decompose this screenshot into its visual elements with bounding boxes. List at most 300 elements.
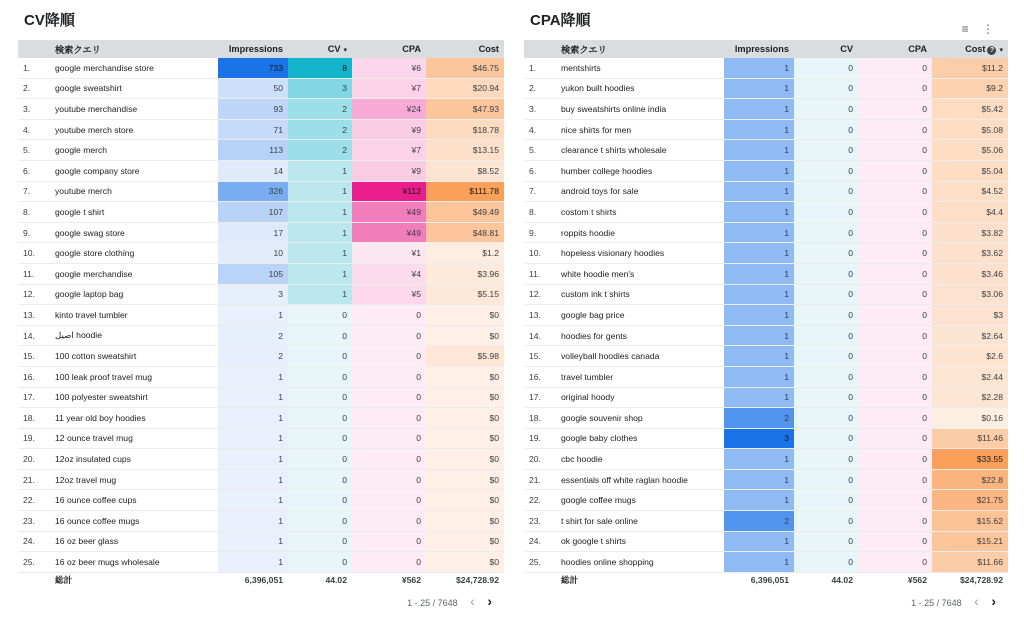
query-cell[interactable]: google sweatshirt (50, 78, 218, 99)
sort-desc-icon: ▾ (999, 46, 1003, 54)
cv-cell: 2 (288, 140, 352, 161)
cpa-cell: 0 (858, 408, 932, 429)
cpa-cell: 0 (858, 243, 932, 264)
left-col-query[interactable]: 検索クエリ (50, 40, 218, 58)
cost-cell: $0 (426, 469, 504, 490)
impressions-cell: 50 (218, 78, 288, 99)
cpa-cell: 0 (858, 490, 932, 511)
row-index: 9. (524, 222, 556, 243)
cpa-cell: 0 (858, 78, 932, 99)
cv-cell: 0 (288, 511, 352, 532)
query-cell[interactable]: youtube merchandise (50, 99, 218, 120)
query-cell[interactable]: ok google t shirts (556, 531, 724, 552)
row-index: 19. (524, 428, 556, 449)
left-pagination (397, 593, 492, 609)
table-row[interactable] (524, 428, 1008, 449)
row-index: 20. (18, 449, 50, 470)
right-col-cpa[interactable]: CPA (858, 40, 932, 58)
table-row[interactable] (524, 222, 1008, 243)
table-row[interactable] (18, 490, 504, 511)
row-index: 11. (524, 263, 556, 284)
query-cell[interactable]: clearance t shirts wholesale (556, 140, 724, 161)
cv-cell: 1 (288, 243, 352, 264)
query-cell[interactable]: kinto travel tumbler (50, 305, 218, 326)
impressions-cell: 733 (218, 58, 288, 78)
row-index: 23. (18, 511, 50, 532)
impressions-cell: 1 (724, 263, 794, 284)
cpa-cell: 0 (352, 305, 426, 326)
cost-cell: $8.52 (426, 160, 504, 181)
query-cell[interactable]: 11 year old boy hoodies (50, 408, 218, 429)
table-row[interactable] (18, 181, 504, 202)
cpa-cell: 0 (858, 160, 932, 181)
table-row[interactable] (18, 58, 504, 78)
row-index: 21. (18, 469, 50, 490)
cpa-cell: 0 (858, 222, 932, 243)
table-row[interactable] (18, 408, 504, 429)
cpa-cell: 0 (858, 552, 932, 573)
query-cell[interactable]: essentials off white raglan hoodie (556, 469, 724, 490)
left-col-index (18, 40, 50, 58)
cv-cell: 1 (288, 202, 352, 223)
totals-index (524, 572, 556, 587)
table-row[interactable] (18, 78, 504, 99)
cpa-cell: 0 (858, 469, 932, 490)
cost-cell: $49.49 (426, 202, 504, 223)
cv-cell: 1 (288, 181, 352, 202)
impressions-cell: 1 (218, 449, 288, 470)
cv-cell: 1 (288, 263, 352, 284)
impressions-cell: 1 (724, 305, 794, 326)
left-table (18, 40, 504, 587)
row-index: 1. (524, 58, 556, 78)
info-icon[interactable]: ? (987, 46, 996, 55)
right-next-page-icon[interactable]: › (991, 593, 996, 609)
table-row[interactable] (524, 511, 1008, 532)
query-cell[interactable]: yukon built hoodies (556, 78, 724, 99)
cpa-cell: 0 (352, 449, 426, 470)
cpa-cell: 0 (858, 366, 932, 387)
query-cell[interactable]: buy sweatshirts online india (556, 99, 724, 120)
impressions-cell: 1 (724, 99, 794, 120)
query-cell[interactable]: custom ink t shirts (556, 284, 724, 305)
impressions-cell: 1 (218, 490, 288, 511)
impressions-cell: 1 (218, 366, 288, 387)
impressions-cell: 2 (724, 511, 794, 532)
query-cell[interactable]: t shirt for sale online (556, 511, 724, 532)
cost-cell: $21.75 (932, 490, 1008, 511)
cpa-cell: 0 (352, 366, 426, 387)
left-prev-page-icon[interactable]: ‹ (470, 593, 475, 609)
table-row[interactable] (524, 58, 1008, 78)
right-col-cv[interactable]: CV (794, 40, 858, 58)
table-row[interactable] (524, 181, 1008, 202)
row-index: 7. (18, 181, 50, 202)
cv-cell: 0 (288, 531, 352, 552)
cpa-cell: 0 (352, 387, 426, 408)
query-cell[interactable]: hopeless visionary hoodies (556, 243, 724, 264)
cpa-cell: 0 (858, 119, 932, 140)
totals-label: 総計 (561, 574, 579, 585)
cost-cell: $0 (426, 428, 504, 449)
table-row[interactable] (18, 325, 504, 346)
cv-cell: 0 (794, 202, 858, 223)
right-prev-page-icon[interactable]: ‹ (974, 593, 979, 609)
query-cell[interactable]: google swag store (50, 222, 218, 243)
query-cell[interactable]: hoodies for gents (556, 325, 724, 346)
impressions-cell: 71 (218, 119, 288, 140)
row-index: 10. (524, 243, 556, 264)
right-col-impressions[interactable]: Impressions (724, 40, 794, 58)
query-cell[interactable]: 12 ounce travel mug (50, 428, 218, 449)
totals-label: 総計 (55, 574, 73, 585)
row-index: 23. (524, 511, 556, 532)
cv-cell: 0 (794, 78, 858, 99)
query-cell[interactable]: 12oz insulated cups (50, 449, 218, 470)
table-row[interactable] (18, 99, 504, 120)
cpa-cell: ¥7 (352, 140, 426, 161)
cpa-cell: 0 (858, 181, 932, 202)
row-index: 14. (524, 325, 556, 346)
query-cell[interactable]: google laptop bag (50, 284, 218, 305)
table-row[interactable] (524, 78, 1008, 99)
query-cell[interactable]: mentshirts (556, 58, 724, 78)
totals-cost: $24,728.92 (455, 574, 499, 585)
table-row[interactable] (18, 222, 504, 243)
cv-cell: 0 (288, 428, 352, 449)
query-cell[interactable]: 12oz travel mug (50, 469, 218, 490)
cv-cell: 0 (794, 305, 858, 326)
cpa-cell: ¥49 (352, 202, 426, 223)
row-index: 16. (524, 366, 556, 387)
table-row[interactable] (524, 387, 1008, 408)
cost-cell: $0 (426, 490, 504, 511)
impressions-cell: 93 (218, 99, 288, 120)
row-index: 15. (18, 346, 50, 367)
table-row[interactable] (524, 346, 1008, 367)
cv-cell: 0 (794, 531, 858, 552)
cost-cell: $0 (426, 366, 504, 387)
query-cell[interactable]: google merchandise store (50, 58, 218, 78)
totals-cpa: ¥562 (401, 574, 421, 585)
impressions-cell: 1 (724, 490, 794, 511)
table-row[interactable] (18, 243, 504, 264)
query-cell[interactable]: humber college hoodies (556, 160, 724, 181)
query-cell[interactable]: youtube merch (50, 181, 218, 202)
cv-cell: 0 (794, 511, 858, 532)
cpa-cell: 0 (858, 387, 932, 408)
table-row[interactable] (18, 511, 504, 532)
impressions-cell: 3 (724, 428, 794, 449)
cpa-cell: ¥9 (352, 160, 426, 181)
query-cell[interactable]: roppits hoodie (556, 222, 724, 243)
cost-cell: $0 (426, 511, 504, 532)
cpa-cell: 0 (352, 325, 426, 346)
impressions-cell: 1 (218, 511, 288, 532)
cost-cell: $5.06 (932, 140, 1008, 161)
impressions-cell: 1 (724, 160, 794, 181)
cost-cell: $9.2 (932, 78, 1008, 99)
row-index: 24. (524, 531, 556, 552)
left-col-cv[interactable] (288, 40, 352, 58)
left-report-title: CV降順 (24, 12, 75, 29)
query-cell[interactable]: google t shirt (50, 202, 218, 223)
impressions-cell: 1 (724, 449, 794, 470)
right-col-index (524, 40, 556, 58)
cpa-cell: 0 (858, 531, 932, 552)
impressions-cell: 1 (218, 305, 288, 326)
cpa-cell: 0 (858, 325, 932, 346)
cpa-cell: 0 (352, 469, 426, 490)
row-index: 12. (524, 284, 556, 305)
cpa-cell: ¥9 (352, 119, 426, 140)
cv-cell: 3 (288, 78, 352, 99)
cost-cell: $11.46 (932, 428, 1008, 449)
table-row[interactable] (524, 469, 1008, 490)
row-index: 16. (18, 366, 50, 387)
table-row[interactable] (18, 346, 504, 367)
left-totals-row (18, 572, 504, 587)
table-row[interactable] (18, 140, 504, 161)
cpa-cell: ¥1 (352, 243, 426, 264)
query-cell[interactable]: google merchandise (50, 263, 218, 284)
right-report-title: CPA降順 (530, 12, 591, 29)
totals-impressions: 6,396,051 (244, 574, 283, 585)
cv-cell: 0 (288, 325, 352, 346)
cost-cell: $22.8 (932, 469, 1008, 490)
table-row[interactable] (524, 449, 1008, 470)
impressions-cell: 1 (724, 387, 794, 408)
table-row[interactable] (18, 305, 504, 326)
cost-cell: $5.98 (426, 346, 504, 367)
cost-cell: $5.08 (932, 119, 1008, 140)
row-index: 11. (18, 263, 50, 284)
table-row[interactable] (524, 490, 1008, 511)
cpa-cell: 0 (858, 202, 932, 223)
cost-cell: $3.46 (932, 263, 1008, 284)
cost-cell: $5.42 (932, 99, 1008, 120)
cv-cell: 0 (794, 99, 858, 120)
impressions-cell: 1 (724, 202, 794, 223)
cpa-cell: 0 (858, 305, 932, 326)
row-index: 4. (524, 119, 556, 140)
cost-cell: $0 (426, 531, 504, 552)
right-table (524, 40, 1008, 587)
cpa-cell: 0 (858, 346, 932, 367)
cv-cell: 2 (288, 119, 352, 140)
query-cell[interactable]: 16 oz beer mugs wholesale (50, 552, 218, 573)
cpa-cell: 0 (858, 284, 932, 305)
filter-icon[interactable]: ≡ (961, 22, 969, 36)
table-row[interactable] (18, 428, 504, 449)
query-cell[interactable]: travel tumbler (556, 366, 724, 387)
table-row[interactable] (524, 140, 1008, 161)
table-row[interactable] (524, 408, 1008, 429)
cv-cell: 0 (794, 222, 858, 243)
impressions-cell: 2 (218, 346, 288, 367)
cost-cell: $5.04 (932, 160, 1008, 181)
cost-cell: $2.6 (932, 346, 1008, 367)
query-cell[interactable]: google company store (50, 160, 218, 181)
right-col-query[interactable]: 検索クエリ (556, 40, 724, 58)
query-cell[interactable]: google bag price (556, 305, 724, 326)
row-index: 18. (18, 408, 50, 429)
row-index: 4. (18, 119, 50, 140)
row-index: 22. (524, 490, 556, 511)
table-row[interactable] (18, 531, 504, 552)
row-index: 1. (18, 58, 50, 78)
cv-cell: 0 (794, 58, 858, 78)
impressions-cell: 1 (724, 58, 794, 78)
query-cell[interactable]: google store clothing (50, 243, 218, 264)
cost-cell: $2.44 (932, 366, 1008, 387)
table-row[interactable] (524, 552, 1008, 573)
sort-desc-icon: ▾ (343, 47, 347, 54)
table-row[interactable] (18, 366, 504, 387)
cv-cell: 0 (288, 449, 352, 470)
query-cell[interactable]: 16 oz beer glass (50, 531, 218, 552)
cost-cell: $2.28 (932, 387, 1008, 408)
table-row[interactable] (524, 263, 1008, 284)
cost-cell: $47.93 (426, 99, 504, 120)
row-index: 13. (18, 305, 50, 326)
query-cell[interactable]: اصيل hoodie (50, 325, 218, 346)
impressions-cell: 113 (218, 140, 288, 161)
table-row[interactable] (18, 284, 504, 305)
cpa-cell: 0 (352, 428, 426, 449)
table-row[interactable] (18, 160, 504, 181)
cpa-cell: 0 (858, 263, 932, 284)
impressions-cell: 326 (218, 181, 288, 202)
table-row[interactable] (524, 202, 1008, 223)
table-row[interactable] (524, 99, 1008, 120)
impressions-cell: 1 (724, 78, 794, 99)
cv-cell: 0 (288, 387, 352, 408)
cpa-cell: 0 (858, 511, 932, 532)
impressions-cell: 1 (218, 387, 288, 408)
query-cell[interactable]: google coffee mugs (556, 490, 724, 511)
query-cell[interactable]: 16 ounce coffee mugs (50, 511, 218, 532)
cv-cell: 0 (794, 243, 858, 264)
right-table-body (524, 58, 1008, 572)
cost-cell: $0 (426, 552, 504, 573)
left-col-cpa[interactable]: CPA (352, 40, 426, 58)
cost-cell: $3.82 (932, 222, 1008, 243)
table-row[interactable] (524, 305, 1008, 326)
cv-cell: 0 (288, 366, 352, 387)
cost-cell: $33.55 (932, 449, 1008, 470)
cpa-cell: 0 (858, 58, 932, 78)
cv-cell: 0 (288, 469, 352, 490)
query-cell[interactable]: 100 leak proof travel mug (50, 366, 218, 387)
query-cell[interactable]: cbc hoodie (556, 449, 724, 470)
table-row[interactable] (18, 449, 504, 470)
table-row[interactable] (524, 366, 1008, 387)
query-cell[interactable]: white hoodie men's (556, 263, 724, 284)
table-row[interactable] (524, 325, 1008, 346)
cpa-cell: ¥24 (352, 99, 426, 120)
table-row[interactable] (524, 284, 1008, 305)
query-cell[interactable]: hoodies online shopping (556, 552, 724, 573)
right-col-cost[interactable] (932, 40, 1008, 58)
table-row[interactable] (18, 202, 504, 223)
query-cell[interactable]: 16 ounce coffee cups (50, 490, 218, 511)
query-cell[interactable]: 100 cotton sweatshirt (50, 346, 218, 367)
query-cell[interactable]: google souvenir shop (556, 408, 724, 429)
more-vert-icon[interactable]: ⋮ (982, 22, 994, 36)
query-cell[interactable]: 100 polyester sweatshirt (50, 387, 218, 408)
cv-cell: 0 (288, 346, 352, 367)
cv-cell: 0 (288, 305, 352, 326)
query-cell[interactable]: volleyball hoodies canada (556, 346, 724, 367)
impressions-cell: 1 (724, 284, 794, 305)
table-row[interactable] (524, 119, 1008, 140)
right-col-cost-label: Cost (965, 43, 986, 54)
row-index: 22. (18, 490, 50, 511)
query-cell[interactable]: nice shirts for men (556, 119, 724, 140)
row-index: 21. (524, 469, 556, 490)
row-index: 8. (524, 202, 556, 223)
cpa-cell: ¥5 (352, 284, 426, 305)
cost-cell: $4.52 (932, 181, 1008, 202)
row-index: 12. (18, 284, 50, 305)
table-row[interactable] (18, 387, 504, 408)
cv-cell: 0 (288, 552, 352, 573)
row-index: 13. (524, 305, 556, 326)
query-cell[interactable]: android toys for sale (556, 181, 724, 202)
query-cell[interactable]: google baby clothes (556, 428, 724, 449)
left-page-range: 1 - 25 / 7648 (407, 598, 458, 608)
left-col-cost[interactable]: Cost (426, 40, 504, 58)
impressions-cell: 1 (724, 243, 794, 264)
query-cell[interactable]: costom t shirts (556, 202, 724, 223)
query-cell[interactable]: youtube merch store (50, 119, 218, 140)
query-cell[interactable]: original hoody (556, 387, 724, 408)
table-row[interactable] (18, 469, 504, 490)
impressions-cell: 1 (724, 181, 794, 202)
impressions-cell: 1 (218, 552, 288, 573)
table-row[interactable] (524, 243, 1008, 264)
impressions-cell: 1 (724, 140, 794, 161)
table-row[interactable] (18, 263, 504, 284)
cpa-cell: 0 (352, 531, 426, 552)
cv-cell: 0 (794, 387, 858, 408)
row-index: 20. (524, 449, 556, 470)
left-col-impressions[interactable]: Impressions (218, 40, 288, 58)
row-index: 8. (18, 202, 50, 223)
query-cell[interactable]: google merch (50, 140, 218, 161)
table-row[interactable] (524, 160, 1008, 181)
cost-cell: $0 (426, 325, 504, 346)
left-next-page-icon[interactable]: › (487, 593, 492, 609)
table-row[interactable] (524, 531, 1008, 552)
cost-cell: $4.4 (932, 202, 1008, 223)
impressions-cell: 1 (218, 531, 288, 552)
cpa-cell: ¥6 (352, 58, 426, 78)
right-page-range: 1 - 25 / 7648 (911, 598, 962, 608)
row-index: 10. (18, 243, 50, 264)
cv-cell: 0 (794, 284, 858, 305)
cost-cell: $1.2 (426, 243, 504, 264)
table-row[interactable] (18, 119, 504, 140)
totals-cpa: ¥562 (907, 574, 927, 585)
cv-cell: 0 (794, 140, 858, 161)
totals-index (18, 572, 50, 587)
cost-cell: $0 (426, 408, 504, 429)
impressions-cell: 2 (724, 408, 794, 429)
cost-cell: $11.66 (932, 552, 1008, 573)
table-row[interactable] (18, 552, 504, 573)
